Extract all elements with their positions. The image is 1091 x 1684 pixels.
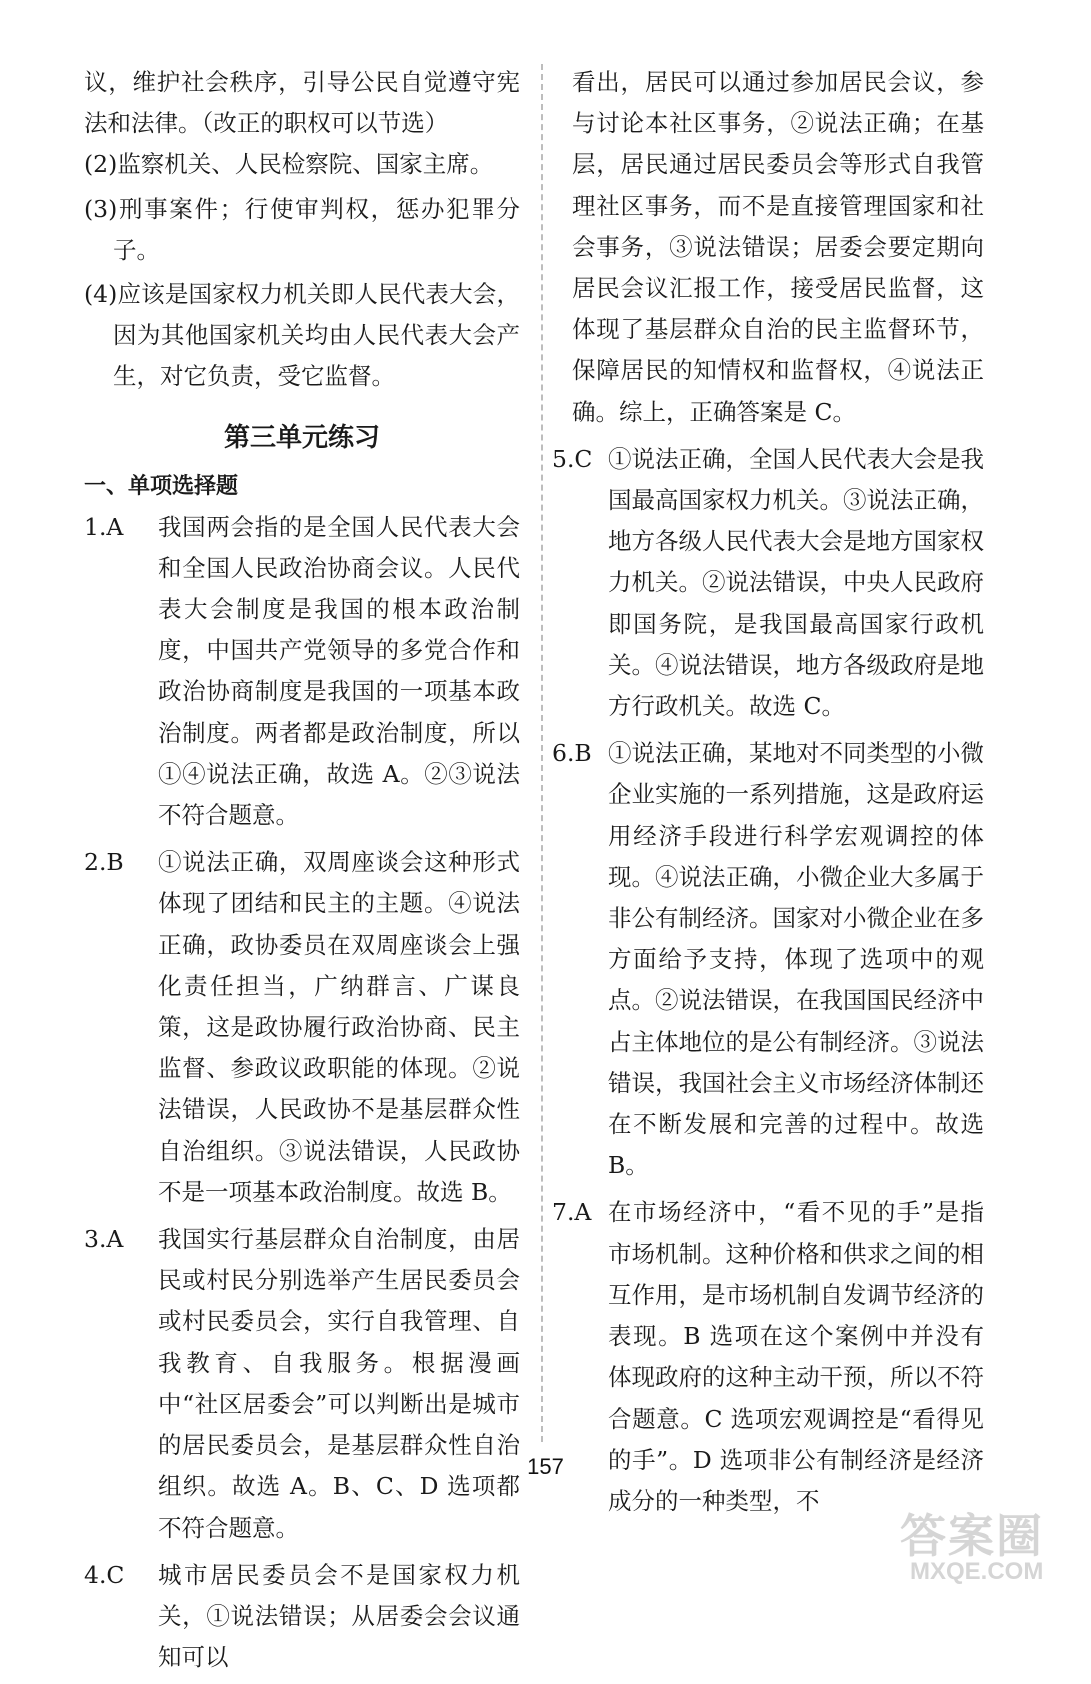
section-title: 一、单项选择题 (84, 473, 239, 499)
question-item (84, 1555, 520, 1679)
question-explanation: 在市场经济中，“看不见的手”是指市场机制。这种价格和供求之间的相互作用，是市场机制自发调节经济的表现。B 选项在这个案例中并没有体现政府的这种主动干预，所以不符合题意。C 选项宏观调控是“看得见的手”。D 选项非公有制经济是经济成分的一种类型，不 (608, 1198, 984, 1515)
left-column (84, 62, 520, 1684)
question-number: 5.C (552, 444, 593, 473)
question-number: 6.B (552, 739, 592, 768)
question-explanation: ①说法正确，双周座谈会这种形式体现了团结和民主的主题。④说法正确，政协委员在双周座谈会上强化责任担当，广纳群言、广谋良策，这是政协履行政治协商、民主监督、参政议政职能的体现。②说法错误，人民政协不是基层群众性自治组织。③说法错误，人民政协不是一项基本政治制度。故选 B。 (158, 848, 520, 1206)
right-column (552, 62, 984, 1528)
question-explanation: ①说法正确，全国人民代表大会是我国最高国家权力机关。③说法正确，地方各级人民代表大会是地方国家权力机关。②说法错误，中央人民政府即国务院，是我国最高国家行政机关。④说法错误，地方各级政府是地方行政机关。故选 C。 (608, 444, 984, 721)
left-carry-text: 议，维护社会秩序，引导公民自觉遵守宪法和法律。（改正的职权可以节选） (84, 68, 520, 138)
page-number: 157 (527, 1454, 564, 1479)
question-number: 4.C (84, 1560, 125, 1589)
question-item (552, 439, 984, 727)
sub-item-4: (4)应该是国家权力机关即人民代表大会，因为其他国家机关均由人民代表大会产生，对它负责，受它监督。 (84, 280, 520, 391)
question-item (84, 842, 520, 1213)
watermark-logo (900, 1500, 1085, 1595)
sub-item-2: (2)监察机关、人民检察院、国家主席。 (84, 150, 494, 179)
sub-item-3: (3)刑事案件；行使审判权，惩办犯罪分子。 (84, 194, 520, 264)
question-item (552, 733, 984, 1186)
question-explanation: 我国两会指的是全国人民代表大会和全国人民政治协商会议。人民代表大会制度是我国的根本政治制度，中国共产党领导的多党合作和政治协商制度是我国的一项基本政治制度。两者都是政治制度，所以①④说法正确，故选 A。②③说法不符合题意。 (158, 512, 520, 830)
watermark-url: MXQE.COM (910, 1558, 1044, 1585)
question-number: 7.A (552, 1198, 592, 1227)
question-explanation: 我国实行基层群众自治制度，由居民或村民分别选举产生居民委员会或村民委员会，实行自我管理、自我教育、自我服务。根据漫画中“社区居委会”可以判断出是城市的居民委员会，是基层群众性自治组织。故选 A。B、C、D 选项都不符合题意。 (158, 1225, 520, 1542)
column-divider (541, 64, 543, 1442)
question-explanation: 城市居民委员会不是国家权力机关，①说法错误；从居委会会议通知可以 (158, 1560, 520, 1672)
question-item (84, 1219, 520, 1549)
question-number: 1.A (84, 512, 124, 541)
watermark-logo-text: 答案圈 (900, 1509, 1044, 1563)
question-item (84, 507, 520, 837)
question-number: 2.B (84, 848, 124, 877)
question-explanation: ①说法正确，某地对不同类型的小微企业实施的一系列措施，这是政府运用经济手段进行科学宏观调控的体现。④说法正确，小微企业大多属于非公有制经济。国家对小微企业在多方面给予支持，体现了选项中的观点。②说法错误，在我国国民经济中占主体地位的是公有制经济。③说法错误，我国社会主义市场经济体制还在不断发展和完善的过程中。故选 B。 (608, 739, 984, 1180)
question-number: 3.A (84, 1225, 124, 1254)
right-carry-text: 看出，居民可以通过参加居民会议，参与讨论本社区事务，②说法正确；在基层，居民通过居民委员会等形式自我管理社区事务，而不是直接管理国家和社会事务，③说法错误；居委会要定期向居民会议汇报工作，接受居民监督，这体现了基层群众自治的民主监督环节，保障居民的知情权和监督权，④说法正确。综上，正确答案是 C。 (572, 68, 984, 426)
unit-title: 第三单元练习 (223, 422, 380, 453)
